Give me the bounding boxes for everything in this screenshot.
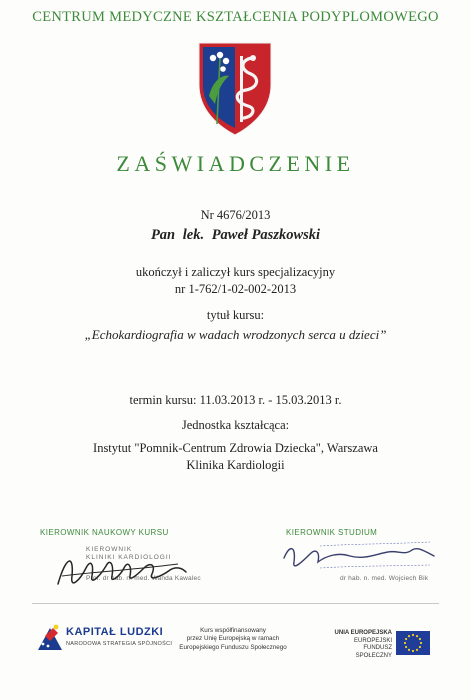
- studies-head-signature: [280, 538, 440, 574]
- document-title: ZAŚWIADCZENIE: [116, 151, 355, 176]
- footer-divider: [32, 603, 439, 604]
- course-title: „Echokardiografia w wadach wrodzonych serca u dzieci”: [84, 327, 387, 342]
- eu-line: FUNDUSZ SPOŁECZNY: [355, 645, 392, 659]
- certificate-number: Nr 4676/2013: [200, 208, 271, 222]
- eu-flag-icon: [396, 631, 430, 655]
- program-subtitle: NARODOWA STRATEGIA SPÓJNOŚCI: [66, 641, 173, 647]
- program-name: KAPITAŁ LUDZKI: [66, 626, 164, 638]
- recipient-name-line: [0, 227, 471, 244]
- course-dates: termin kursu: 11.03.2013 r. - 15.03.2013 r.: [129, 393, 342, 407]
- stamp-line: KLINIKI KARDIOLOGII: [86, 554, 172, 561]
- institution-header: CENTRUM MEDYCZNE KSZTAŁCENIA PODYPLOMOWEGO: [32, 9, 439, 25]
- funding-line: przez Unię Europejską w ramach: [186, 635, 280, 643]
- eu-caption: [332, 630, 392, 660]
- recipient-degree: lek.: [182, 227, 205, 243]
- studies-head-label: KIEROWNIK STUDIUM: [286, 528, 378, 537]
- completion-text: ukończył i zaliczył kurs specjalizacyjny: [135, 265, 336, 279]
- eu-title: UNIA EUROPEJSKA: [334, 630, 392, 636]
- stamp-line: Prof. dr hab. n. med. Wanda Kawalec: [86, 575, 201, 582]
- studies-head-stamp: dr hab. n. med. Wojciech Bik: [340, 575, 429, 582]
- recipient-name: Paweł Paszkowski: [211, 227, 321, 243]
- organizer-name: Instytut "Pomnik-Centrum Zdrowia Dziecka", Warszawa: [93, 441, 378, 455]
- kapital-ludzki-logo-icon: [36, 622, 64, 652]
- funding-line: Kurs współfinansowany: [200, 627, 266, 634]
- funding-statement: [170, 627, 296, 652]
- scientific-head-signature: [52, 546, 192, 592]
- eu-line: EUROPEJSKI: [353, 637, 392, 644]
- course-title-label: tytuł kursu:: [206, 308, 265, 322]
- medical-crest-icon: [196, 40, 274, 138]
- recipient-prefix: Pan: [150, 227, 176, 243]
- stamp-line: KIEROWNIK: [86, 546, 133, 553]
- scientific-head-label: KIEROWNIK NAUKOWY KURSU: [40, 528, 169, 537]
- organizer-label: Jednostka kształcąca:: [181, 418, 290, 432]
- course-code: nr 1-762/1-02-002-2013: [174, 282, 297, 296]
- organizer-department: Klinika Kardiologii: [186, 458, 285, 472]
- funding-line: Europejskiego Funduszu Społecznego: [179, 643, 287, 651]
